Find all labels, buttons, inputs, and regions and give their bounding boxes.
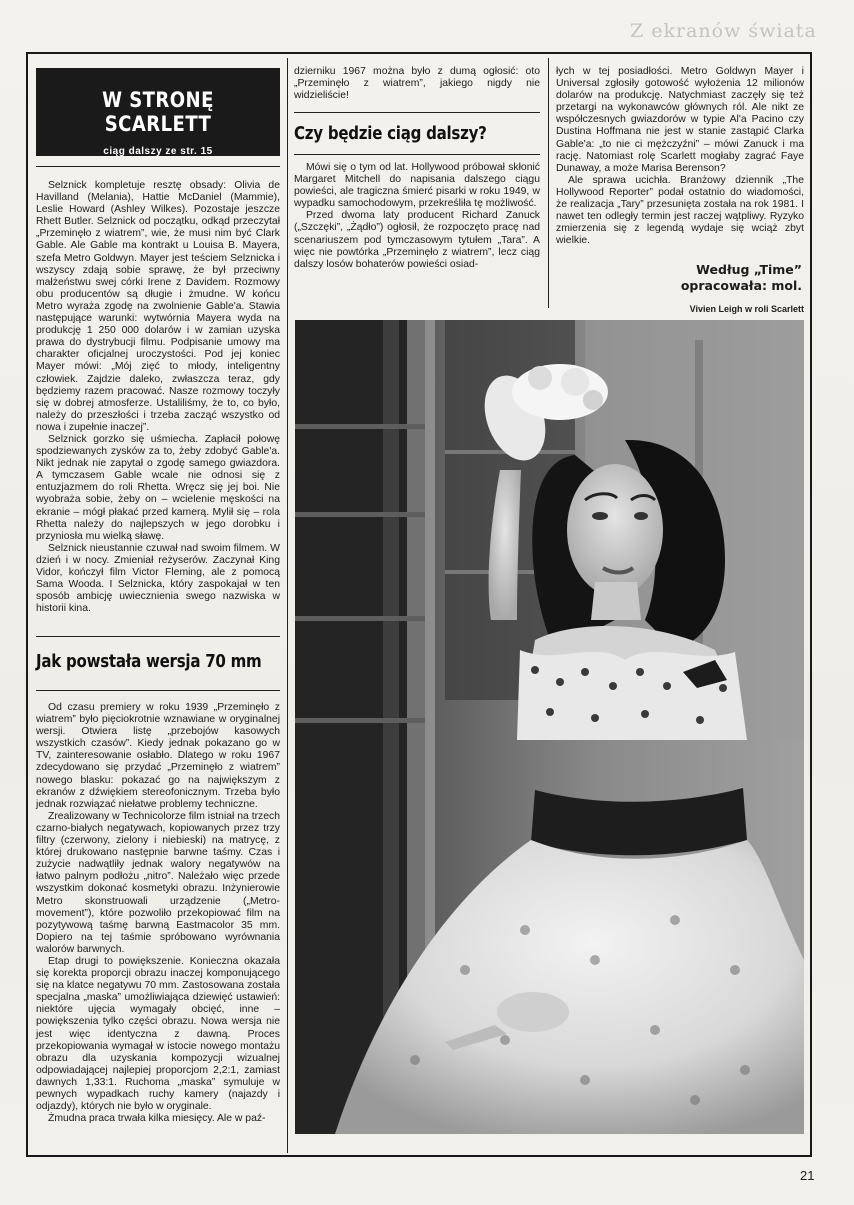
section-rule — [36, 690, 280, 691]
paragraph: Od czasu premiery w roku 1939 „Przeminęło z wiatrem” było pięciokrotnie wznawiane w oryginalnej wersji. Otwiera listę „przebojów kasowych wszystkich czasów”. Kiedy jednak pokazano go w TV, zainteresowanie osłabło. Dlatego w roku 1967 zdecydowano się przydać „Przeminęło z wiatrem” nowego blasku: pokazać go na największym z ekranów z dźwiękiem stereofonicznym. Trzeba było jednak rozwiązać niełatwe problemy techniczne. — [36, 702, 280, 810]
paragraph: Zrealizowany w Technicolorze film istniał na trzech czarno-białych negatywach, kopiowanych przez trzy filtry (czerwony, zielony i niebieski) na matrycę, z której drukowano następnie barwne taśmy. Czas i zużycie nadwątliły jednak walory negatywów na łatwo palnym podłożu „nitro”. Należało więc przede wszystkim dokonać kosmetyki obrazu. Inżynierowie Metro skonstruowali urządzenie („Metro-movement”), które pozwoliło przekopiować film na pozytywową taśmę barwną Eastmacolor 35 mm. Dopiero na tej taśmie spróbowano wyrównania walorów barwnych. — [36, 810, 280, 955]
photo-caption: Vivien Leigh w roli Scarlett — [689, 304, 804, 314]
article-column-1-lower — [36, 702, 280, 1125]
source-credit: Według „Time” — [696, 262, 802, 277]
paragraph: Mówi się o tym od lat. Hollywood próbował skłonić Margaret Mitchell do napisania dalszego ciągu powieści, ale tragiczna śmierć pisarki w roku 1949, w wypadku samochodowym, przekreśliła tę możliwość. — [294, 162, 540, 210]
article-column-1 — [36, 180, 280, 615]
section-rule — [36, 636, 280, 637]
paragraph: Ale sprawa ucichła. Branżowy dziennik „The Hollywood Reporter” podał ostatnio do wiadomości, że realizacja „Tary” przesunięta została na rok 1981. I nawet ten odległy termin jest raczej wątpliwy. Ryzyko zmierzenia się z legendą wydaje się wciąż zbyt wielkie. — [556, 174, 804, 247]
article-column-2 — [294, 162, 540, 271]
continued-from-note: ciąg dalszy ze str. 15 — [103, 146, 213, 157]
paragraph: Etap drugi to powiększenie. Konieczna okazała się korekta proporcji obrazu inaczej komponującego się na klatce negatywu 70 mm. Zastosowana została specjalna „maska” umożliwiająca dziewięć ustawień: niektóre ujęcia wymagały obcięć, inne – powiększenia tylko części obrazu. Nowa wersja nie jest więc identyczna z dawną. Proces przekopiowania wymagał w istocie nowego montażu obrazu dla uzyskania kompozycji wizualnej odpowiadającej najlepiej proporcjom 2,2:1, zamiast dawnych 1,33:1. Ruchoma „maska” symuluje w pewnych wypadkach ruchy kamery (najazdy i odjazdy), których nie było w oryginale. — [36, 955, 280, 1113]
article-column-2-top — [294, 66, 540, 102]
bleed-through-header: Z ekranów świata — [630, 20, 817, 42]
paragraph: Przed dwoma laty producent Richard Zanuck („Szczęki”, „Żądło”) ogłosił, że rozpoczęto pracę nad scenariuszem pod tymczasowym tytułem „Tara”. A więc nie powtórka „Przeminęło z wiatrem”, lecz ciąg dalszy losów bohaterów powieści osiad- — [294, 210, 540, 270]
author-credit: opracowała: mol. — [680, 278, 802, 293]
paragraph: dzierniku 1967 można było z dumą ogłosić: oto „Przeminęło z wiatrem”, jakiego nigdy nie widzieliście! — [294, 66, 540, 102]
section-heading-sequel: Czy będzie ciąg dalszy? — [294, 124, 487, 144]
article-title: W STRONĘ SCARLETT — [102, 88, 214, 136]
paragraph: Selznick nieustannie czuwał nad swoim filmem. W dzień i w nocy. Zmieniał reżyserów. Zaczynał King Vidor, kończył film Victor Fleming, ale z pomocą Sama Wooda. I Selznicka, który zaspokajał w ten sposób ambicję uwiecznienia swego nazwiska w historii kina. — [36, 542, 280, 615]
article-column-3 — [556, 66, 804, 247]
paragraph: Selznick gorzko się uśmiecha. Zapłacił połowę spodziewanych zysków za to, żeby zdobyć Gable'a. Nikt jednak nie zapytał o zgodę samego gwiazdora. A tymczasem Gable wcale nie odnosi się z entuzjazmem do roli Rhetta. Wręcz się jej boi. Nie wyobraża sobie, żeby on – wcielenie męskości na ekranie – mógł płakać przed kamerą. Mylił się – rola Rhetta należy do najlepszych w jego dorobku i przyniosła mu wielką sławę. — [36, 433, 280, 542]
scarlett-photo — [295, 320, 804, 1134]
title-rule — [36, 166, 280, 167]
paragraph: łych w tej posiadłości. Metro Goldwyn Mayer i Universal zgłosiły gotowość wyłożenia 12 milionów dolarów na produkcję. Natychmiast zaczęły się też przetargi na wykonawców głównych ról. Ale nikt ze współczesnych gwiazdorów w typie Al'a Pacino czy Dustina Hoffmana nie jest w stanie zastąpić Clarka Gable'a: „to nie ci mężczyźni” – mówi Zanuck i ma rację. Natomiast rolę Scarlett mogłaby zagrać Faye Dunaway, a może Marisa Berenson? — [556, 66, 804, 174]
section-rule — [294, 154, 540, 155]
paragraph: Selznick kompletuje resztę obsady: Olivia de Havilland (Melania), Hattie McDaniel (Mammie), Leslie Howard (Ashley Wilkes). Pozostaje jeszcze Rhett Butler. Selznick od początku, odkąd przeczytał „Przeminęło z wiatrem”, wie, że musi nim być Clark Gable. Ale Gable ma kontrakt u Louisa B. Mayera, szefa Metro Goldwyn. Mayer jest teściem Selznicka i wszyscy zdają sobie sprawę, że był przeciwny małżeństwu swej córki Irene z Davidem. Rozmowy obu producentów są długie i żmudne. W końcu Metro wyraża zgodę na zwolnienie Gable'a. Stawia następujące warunki: wytwórnia Mayera wyda na produkcję 1 250 000 dolarów i w zamian uzyska prawa do dystrybucji filmu. Podpisanie umowy ma charakter oficjalnej uroczystości. Pod jej koniec Mayer mówi: „Mój zięć to młody, inteligentny człowiek. Zajdzie daleko, zwłaszcza teraz, gdy będziemy razem pracować. Nasze rozmowy toczyły się w dobrej atmosferze. Ustaliliśmy, że to, co było, należy do przeszłości i trzeba zacząć wszystko od nowa i zupełnie inaczej”. — [36, 180, 280, 433]
paragraph: Żmudna praca trwała kilka miesięcy. Ale w paź- — [48, 1113, 266, 1125]
section-rule — [294, 112, 540, 113]
article-title-block — [36, 68, 280, 156]
section-heading-70mm: Jak powstała wersja 70 mm — [36, 652, 262, 672]
photo-illustration — [295, 320, 804, 1134]
column-divider — [287, 58, 288, 1153]
column-divider — [548, 58, 549, 308]
page-number: 21 — [800, 1168, 815, 1183]
